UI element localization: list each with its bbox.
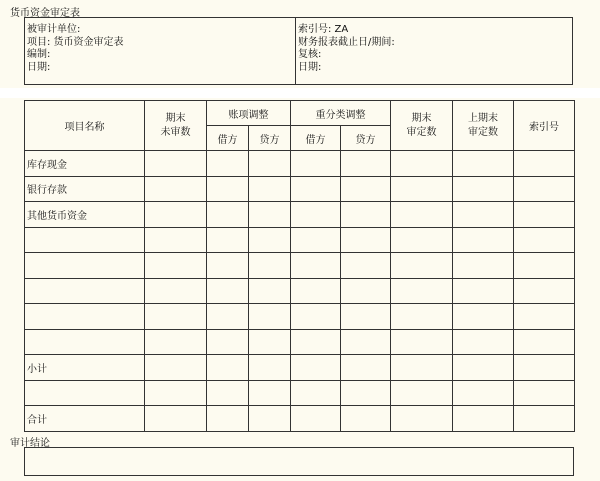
table-cell[interactable]: [341, 406, 391, 432]
table-cell[interactable]: [145, 355, 207, 381]
header-prior-period-audited: 上期末 审定数: [453, 101, 514, 151]
table-cell[interactable]: [145, 253, 207, 279]
table-cell[interactable]: [291, 278, 341, 304]
row-label: [25, 304, 145, 330]
table-cell[interactable]: [207, 406, 249, 432]
table-cell[interactable]: [391, 202, 453, 228]
table-cell[interactable]: [341, 227, 391, 253]
row-label: [25, 253, 145, 279]
report-period-line: 财务报表截止日/期间:: [298, 36, 395, 48]
table-cell[interactable]: [514, 406, 575, 432]
table-cell[interactable]: [207, 304, 249, 330]
table-body: [25, 151, 575, 432]
table-cell[interactable]: [207, 176, 249, 202]
conclusion-box[interactable]: [24, 447, 574, 476]
table-row: [25, 253, 575, 279]
table-cell[interactable]: [249, 304, 291, 330]
header-account-debit: 借方: [207, 126, 249, 151]
row-label: 小计: [25, 355, 145, 381]
table-cell[interactable]: [145, 329, 207, 355]
table-cell[interactable]: [249, 227, 291, 253]
table-cell[interactable]: [453, 329, 514, 355]
table-cell[interactable]: [249, 380, 291, 406]
table-cell[interactable]: [453, 355, 514, 381]
table-cell[interactable]: [514, 329, 575, 355]
table-cell[interactable]: [514, 227, 575, 253]
table-cell[interactable]: [453, 202, 514, 228]
table-cell[interactable]: [207, 278, 249, 304]
table-cell[interactable]: [207, 151, 249, 177]
table-cell[interactable]: [291, 380, 341, 406]
audited-entity-line: 被审计单位:: [27, 24, 81, 35]
audit-table: [24, 100, 575, 432]
header-period-end-unaudited: 期末 未审数: [145, 101, 207, 151]
table-cell[interactable]: [453, 227, 514, 253]
table-cell[interactable]: [341, 329, 391, 355]
table-cell[interactable]: [207, 380, 249, 406]
info-left-panel: [25, 18, 296, 84]
conclusion-label: 审计结论: [10, 438, 50, 449]
table-row: [25, 406, 575, 432]
header-account-credit: 贷方: [249, 126, 291, 151]
table-cell[interactable]: [249, 355, 291, 381]
table-cell[interactable]: [391, 406, 453, 432]
table-cell[interactable]: [391, 253, 453, 279]
table-cell[interactable]: [514, 380, 575, 406]
table-cell[interactable]: [341, 151, 391, 177]
row-label: [25, 227, 145, 253]
info-box: [24, 17, 573, 85]
table-cell[interactable]: [391, 176, 453, 202]
header-period-end-audited: 期末 审定数: [391, 101, 453, 151]
table-cell[interactable]: [391, 278, 453, 304]
section-gap: [0, 88, 600, 98]
table-cell[interactable]: [207, 227, 249, 253]
table-cell[interactable]: [391, 151, 453, 177]
reviewed-by-line: 复核:: [298, 49, 322, 60]
prepared-by-line: 编制:: [27, 49, 51, 60]
table-cell[interactable]: [145, 151, 207, 177]
row-label: 其他货币资金: [25, 202, 145, 228]
header-reclass-debit: 借方: [291, 126, 341, 151]
table-cell[interactable]: [453, 176, 514, 202]
table-cell[interactable]: [291, 406, 341, 432]
table-cell[interactable]: [145, 380, 207, 406]
table-cell[interactable]: [514, 355, 575, 381]
review-date-line: 日期:: [298, 61, 322, 73]
table-cell[interactable]: [291, 202, 341, 228]
table-cell[interactable]: [145, 227, 207, 253]
table-cell[interactable]: [249, 253, 291, 279]
header-reclassification-adjustment: 重分类调整: [291, 101, 391, 126]
header-item-name: 项目名称: [25, 101, 145, 151]
table-cell[interactable]: [391, 304, 453, 330]
table-row: [25, 380, 575, 406]
table-cell[interactable]: [341, 278, 391, 304]
table-cell[interactable]: [341, 355, 391, 381]
table-cell[interactable]: [207, 329, 249, 355]
table-cell[interactable]: [291, 355, 341, 381]
table-cell[interactable]: [249, 406, 291, 432]
row-label: [25, 380, 145, 406]
row-label: 合计: [25, 406, 145, 432]
document-title: 货币资金审定表: [10, 8, 80, 19]
row-label: 银行存款: [25, 176, 145, 202]
table-cell[interactable]: [145, 304, 207, 330]
table-cell[interactable]: [391, 329, 453, 355]
row-label: [25, 329, 145, 355]
table-row: [25, 278, 575, 304]
header-account-adjustment: 账项调整: [207, 101, 291, 126]
header-index-number: 索引号: [514, 101, 575, 151]
table-cell[interactable]: [249, 278, 291, 304]
table-cell[interactable]: [341, 176, 391, 202]
table-cell[interactable]: [341, 253, 391, 279]
table-cell[interactable]: [291, 176, 341, 202]
table-cell[interactable]: [249, 202, 291, 228]
table-row: [25, 304, 575, 330]
table-cell[interactable]: [145, 202, 207, 228]
table-cell[interactable]: [341, 202, 391, 228]
table-row: [25, 202, 575, 228]
table-cell[interactable]: [514, 278, 575, 304]
table-cell[interactable]: [145, 278, 207, 304]
table-row: [25, 227, 575, 253]
table-cell[interactable]: [453, 380, 514, 406]
table-cell[interactable]: [391, 355, 453, 381]
table-row: [25, 151, 575, 177]
table-cell[interactable]: [291, 329, 341, 355]
table-cell[interactable]: [207, 355, 249, 381]
project-line: 项目: 货币资金审定表: [27, 36, 124, 48]
table-cell[interactable]: [391, 227, 453, 253]
table-cell[interactable]: [291, 253, 341, 279]
table-cell[interactable]: [453, 278, 514, 304]
table-cell[interactable]: [291, 304, 341, 330]
table-cell[interactable]: [453, 151, 514, 177]
table-row: [25, 355, 575, 381]
table-cell[interactable]: [514, 253, 575, 279]
table-cell[interactable]: [453, 304, 514, 330]
table-cell[interactable]: [341, 380, 391, 406]
table-cell[interactable]: [341, 304, 391, 330]
table-cell[interactable]: [453, 406, 514, 432]
table-cell[interactable]: [249, 176, 291, 202]
row-label: 库存现金: [25, 151, 145, 177]
table-cell[interactable]: [453, 253, 514, 279]
info-right-panel: [296, 18, 572, 90]
table-cell[interactable]: [514, 202, 575, 228]
table-cell[interactable]: [207, 202, 249, 228]
row-label: [25, 278, 145, 304]
table-cell[interactable]: [145, 406, 207, 432]
table-cell[interactable]: [249, 151, 291, 177]
table-row: [25, 176, 575, 202]
prepared-date-line: 日期:: [27, 61, 51, 73]
table-cell[interactable]: [145, 176, 207, 202]
table-cell[interactable]: [514, 304, 575, 330]
table-row: [25, 329, 575, 355]
index-number-line: 索引号: ZA: [298, 24, 349, 35]
table-cell[interactable]: [291, 151, 341, 177]
table-cell[interactable]: [514, 176, 575, 202]
table-cell[interactable]: [207, 253, 249, 279]
table-cell[interactable]: [391, 380, 453, 406]
table-cell[interactable]: [514, 151, 575, 177]
table-cell[interactable]: [249, 329, 291, 355]
table-cell[interactable]: [291, 227, 341, 253]
header-reclass-credit: 贷方: [341, 126, 391, 151]
